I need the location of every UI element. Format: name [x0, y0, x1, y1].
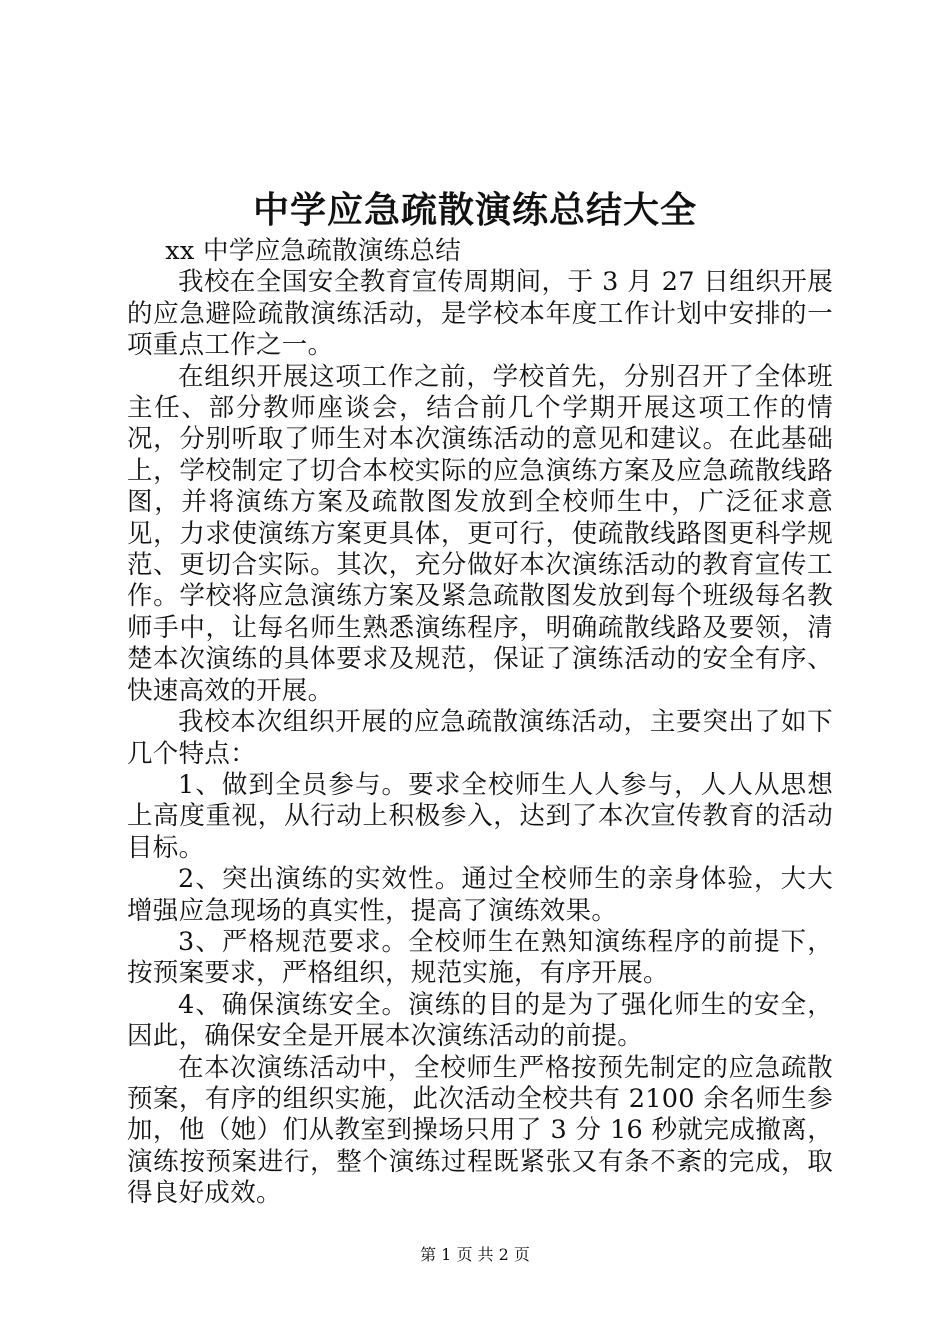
feature-item-3: 3、严格规范要求。全校师生在熟知演练程序的前提下，按预案要求，严格组织，规范实施，有序开展。 — [127, 926, 833, 989]
feature-item-4: 4、确保演练安全。演练的目的是为了强化师生的安全，因此，确保安全是开展本次演练活动的前提。 — [127, 989, 833, 1052]
paragraph-features-intro: 我校本次组织开展的应急疏散演练活动，主要突出了如下几个特点： — [127, 707, 833, 769]
feature-item-1: 1、做到全员参与。要求全校师生人人参与，人人从思想上高度重视，从行动上积极参入，达到了本次宣传教育的活动目标。 — [127, 769, 833, 863]
document-subtitle: xx 中学应急疏散演练总结 — [165, 236, 462, 266]
paragraph-intro: 我校在全国安全教育宣传周期间，于 3 月 27 日组织开展的应急避险疏散演练活动，是学校本年度工作计划中安排的一项重点工作之一。 — [127, 267, 833, 361]
paragraph-preparation: 在组织开展这项工作之前，学校首先，分别召开了全体班主任、部分教师座谈会，结合前几个学期开展这项工作的情况，分别听取了师生对本次演练活动的意见和建议。在此基础上，学校制定了切合本校实际的应急演练方案及应急疏散线路图，并将演练方案及疏散图发放到全校师生中，广泛征求意见，力求使演练方案更具体，更可行，使疏散线路图更科学规范、更切合实际。其次，充分做好本次演练活动的教育宣传工作。学校将应急演练方案及紧急疏散图发放到每个班级每名教师手中，让每名师生熟悉演练程序，明确疏散线路及要领，清楚本次演练的具体要求及规范，保证了演练活动的安全有序、快速高效的开展。 — [127, 361, 833, 706]
document-body — [127, 236, 833, 1210]
feature-item-2: 2、突出演练的实效性。通过全校师生的亲身体验，大大增强应急现场的真实性，提高了演练效果。 — [127, 864, 833, 926]
document-title: 中学应急疏散演练总结大全 — [252, 189, 697, 231]
page-number-footer: 第 1 页 共 2 页 — [420, 1245, 530, 1264]
paragraph-result: 在本次演练活动中，全校师生严格按预先制定的应急疏散预案，有序的组织实施，此次活动全校共有 2100 余名师生参加，他（她）们从教室到操场只用了 3 分 16 秒就完成撤离，演练按预案进行，整个演练过程既紧张又有条不紊的完成，取得良好成效。 — [127, 1052, 833, 1209]
